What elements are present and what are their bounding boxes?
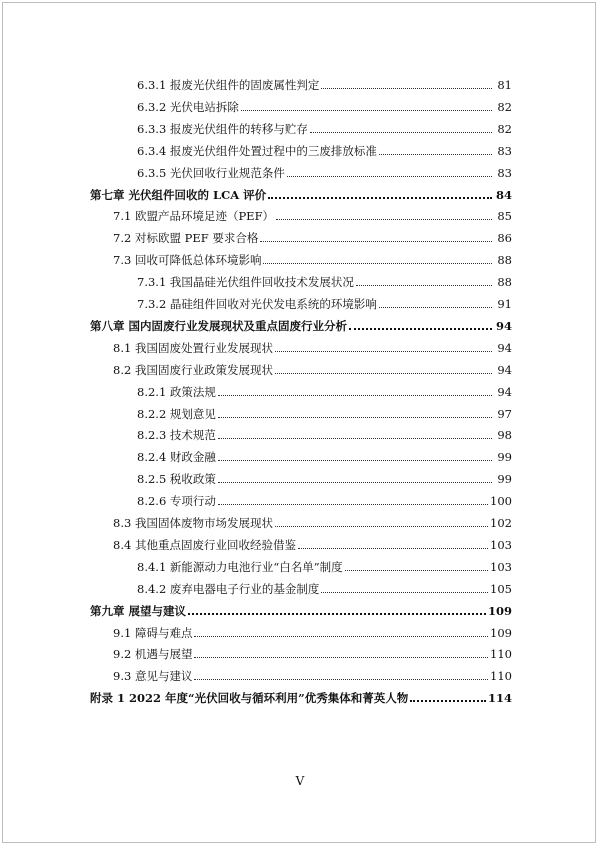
toc-entry-title: 8.2.2 规划意见 [137,406,216,421]
toc-entry[interactable] [113,225,512,245]
toc-entry-title: 8.2.1 政策法规 [137,384,216,399]
toc-entry-page: 86 [497,231,512,246]
toc-entry[interactable] [137,94,512,114]
toc-entry[interactable] [137,138,512,158]
toc-entry-title: 7.1 欧盟产品环境足迹（PEF） [113,209,275,224]
toc-entry-page: 82 [497,99,512,114]
toc-entry-page: 94 [497,340,512,355]
toc-entry-page: 98 [497,428,512,443]
toc-entry[interactable] [113,663,512,683]
toc-entry-title: 第八章 国内固废行业发展现状及重点固废行业分析 [90,318,348,333]
toc-entry-title: 7.3.1 我国晶硅光伏组件回收技术发展状况 [137,275,354,290]
toc-chapter-entry[interactable] [90,598,512,618]
toc-entry-title: 8.3 我国固体废物市场发展现状 [113,516,273,530]
toc-entry-title: 6.3.1 报废光伏组件的固废属性判定 [137,78,320,92]
toc-entry-page: 82 [497,121,512,136]
toc-entry-title: 8.2.6 专项行动 [137,494,216,509]
toc-leader-dots [379,154,492,155]
toc-chapter-entry[interactable] [90,685,512,705]
toc-entry[interactable] [113,203,512,223]
toc-entry[interactable] [137,466,512,486]
toc-entry-page: 84 [495,187,512,202]
toc-entry[interactable] [113,510,512,530]
toc-entry-page: 88 [497,253,512,268]
toc-entry[interactable] [113,641,512,661]
toc-leader-dots [275,373,492,374]
toc-entry-title: 9.3 意见与建议 [113,669,193,684]
toc-entry[interactable] [113,620,512,640]
toc-entry[interactable] [137,379,512,399]
toc-leader-dots [194,657,488,658]
toc-entry-title: 8.4 其他重点固废行业回收经验借鉴 [113,537,296,552]
toc-leader-dots [188,613,486,615]
toc-entry-page: 109 [487,603,512,618]
toc-entry[interactable] [137,401,512,421]
toc-entry-page: 110 [490,647,512,662]
toc-leader-dots [218,417,492,418]
toc-leader-dots [356,285,492,286]
toc-entry-page: 83 [497,165,512,180]
toc-leader-dots [218,504,488,505]
toc-entry-page: 88 [497,275,512,290]
toc-entry-page: 91 [497,297,512,311]
toc-entry-title: 7.3 回收可降低总体环境影响 [113,253,262,268]
toc-leader-dots [379,307,492,308]
toc-entry-page: 102 [490,516,512,530]
toc-entry-page: 105 [490,581,512,596]
toc-leader-dots [287,176,492,177]
toc-entry-title: 8.2.4 财政金融 [137,450,216,465]
toc-entry-page: 99 [497,450,512,465]
toc-entry-page: 100 [490,494,512,509]
toc-entry[interactable] [137,291,512,311]
toc-entry-title: 8.4.1 新能源动力电池行业“白名单”制度 [137,559,343,574]
toc-entry-title: 7.2 对标欧盟 PEF 要求合格 [113,231,259,246]
toc-leader-dots [218,438,492,439]
toc-entry-page: 109 [490,625,512,640]
toc-entry-title: 9.1 障碍与难点 [113,625,193,640]
toc-entry[interactable] [137,444,512,464]
toc-entry-page: 114 [487,691,512,706]
toc-entry-title: 6.3.5 光伏回收行业规范条件 [137,165,285,180]
toc-entry-page: 94 [495,318,512,333]
toc-leader-dots [275,351,492,352]
toc-entry[interactable] [137,160,512,180]
toc-entry[interactable] [113,247,512,267]
toc-leader-dots [241,110,492,111]
toc-entry[interactable] [113,532,512,552]
toc-entry-title: 8.1 我国固废处置行业发展现状 [113,340,273,355]
toc-entry[interactable] [137,488,512,508]
toc-leader-dots [349,328,492,330]
toc-leader-dots [345,570,488,571]
toc-leader-dots [298,548,488,549]
toc-chapter-entry[interactable] [90,313,512,333]
toc-leader-dots [321,592,488,593]
toc-entry[interactable] [137,116,512,136]
toc-entry-title: 6.3.2 光伏电站拆除 [137,99,239,114]
toc-entry-title: 6.3.3 报废光伏组件的转移与贮存 [137,121,308,136]
toc-entry-page: 81 [497,78,512,92]
toc-entry[interactable] [137,72,512,92]
toc-entry-page: 94 [497,362,512,377]
toc-leader-dots [321,88,492,89]
toc-entry-title: 7.3.2 晶硅组件回收对光伏发电系统的环境影响 [137,297,377,311]
toc-entry[interactable] [137,576,512,596]
toc-leader-dots [275,526,488,527]
toc-entry-title: 9.2 机遇与展望 [113,647,193,662]
toc-entry-page: 94 [497,384,512,399]
toc-leader-dots [218,395,492,396]
page-number: V [295,774,305,788]
toc-leader-dots [276,219,492,220]
toc-entry-title: 第九章 展望与建议 [90,603,187,618]
toc-leader-dots [194,679,488,680]
toc-entry[interactable] [137,554,512,574]
toc-entry[interactable] [137,269,512,289]
toc-entry-page: 83 [497,143,512,158]
toc-entry-title: 8.4.2 废弃电器电子行业的基金制度 [137,581,320,596]
toc-leader-dots [410,700,486,702]
toc-entry[interactable] [113,335,512,355]
toc-entry-page: 85 [497,209,512,224]
toc-entry-page: 99 [497,472,512,487]
toc-entry-title: 附录 1 2022 年度“光伏回收与循环利用”优秀集体和菁英人物 [90,691,409,706]
toc-entry-title: 8.2.3 技术规范 [137,428,216,443]
toc-leader-dots [310,132,492,133]
toc-entry-page: 97 [497,406,512,421]
toc-leader-dots [218,460,492,461]
toc-entry[interactable] [113,357,512,377]
toc-entry-title: 8.2.5 税收政策 [137,472,216,487]
toc-entry-page: 110 [490,669,512,684]
toc-entry-title: 第七章 光伏组件回收的 LCA 评价 [90,187,267,202]
toc-entry-page: 103 [490,537,512,552]
toc-entry-page: 103 [490,559,512,574]
toc-entry[interactable] [137,422,512,442]
toc-leader-dots [194,636,488,637]
toc-leader-dots [268,197,492,199]
toc-leader-dots [218,482,492,483]
toc-chapter-entry[interactable] [90,182,512,202]
toc-entry-title: 8.2 我国固废行业政策发展现状 [113,362,273,377]
toc-leader-dots [260,241,492,242]
toc-leader-dots [263,263,492,264]
toc-entry-title: 6.3.4 报废光伏组件处置过程中的三废排放标准 [137,143,377,158]
